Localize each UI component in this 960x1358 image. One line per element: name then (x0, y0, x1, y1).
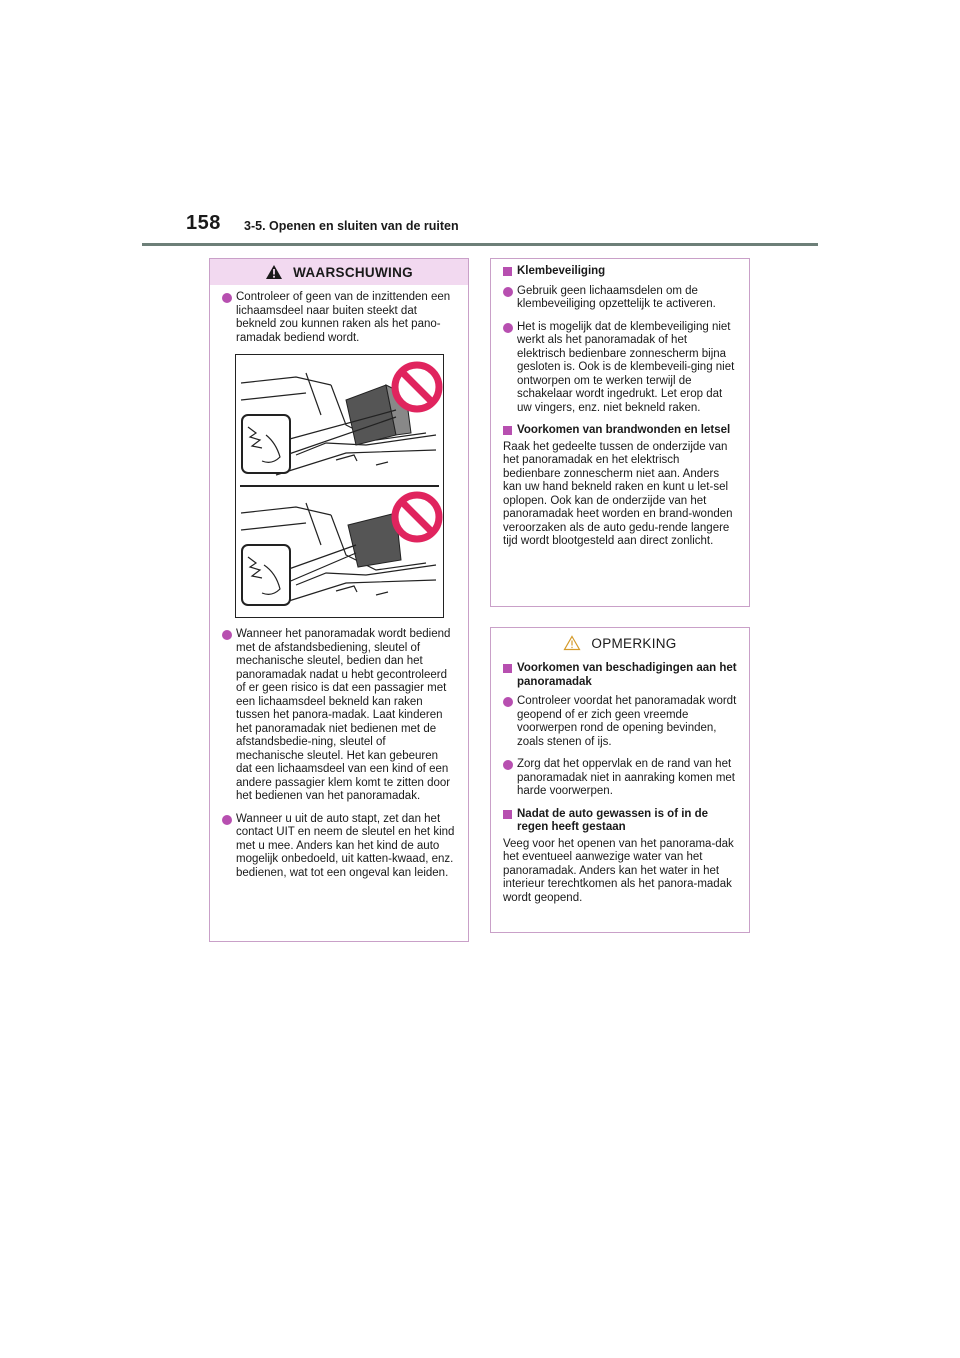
section-heading-item (503, 424, 737, 438)
warning-item (503, 285, 737, 312)
caution-triangle-outline-icon (563, 635, 581, 651)
note-title: OPMERKING (591, 635, 677, 651)
section-heading-item (503, 265, 737, 279)
section-heading-item (503, 808, 737, 835)
warning-item-text: Het is mogelijk dat de klembeveiliging niet werkt als het panoramadak of het elektrisch bedienbare zonnescherm bijna gesloten is. Ook is de klembeveili-ging niet ontworpen om te werken terwijl de schakelaar wordt ingedrukt. Let erop dat uw vingers, enz. niet bekneld raken. (517, 320, 735, 414)
header-rule (142, 243, 818, 246)
bullet-dot (222, 815, 232, 825)
note-item (503, 695, 737, 749)
illustration-panoramic-roof-pinch (235, 354, 444, 618)
note-item (503, 758, 737, 799)
warning-title: WAARSCHUWING (293, 264, 413, 280)
bullet-dot (503, 760, 513, 770)
bullet-square (503, 267, 512, 276)
note-box (490, 627, 750, 933)
warning-item-text: Controleer of geen van de inzittenden een lichaamsdeel naar buiten steekt dat bekneld zou kunnen raken als het pano-ramadak bediend wordt. (236, 291, 451, 344)
section-title: 3-5. Openen en sluiten van de ruiten (244, 219, 459, 233)
warning-continuation-box (490, 258, 750, 607)
warning-item (222, 813, 456, 881)
section-heading: Nadat de auto gewassen is of in de regen heeft gestaan (517, 807, 709, 833)
warning-item-text: Wanneer u uit de auto stapt, zet dan het contact UIT en neem de sleutel en het kind met u mee. Anders kan het kind de auto mogelijk onbedoeld, uit katten-kwaad, enz. bedienen, wat tot een ongeval kan leiden. (236, 812, 455, 879)
bullet-dot (503, 697, 513, 707)
warning-item (222, 628, 456, 804)
warning-item (503, 321, 737, 416)
section-heading: Voorkomen van brandwonden en letsel (517, 424, 731, 436)
section-heading: Klembeveiliging (517, 265, 606, 277)
illustration-drawing (236, 355, 443, 617)
bullet-dot (222, 630, 232, 640)
bullet-square (503, 664, 512, 673)
warning-item-text: Wanneer het panoramadak wordt bediend met de afstandsbediening, sleutel of mechanische sleutel, bedien dan het panoramadak nadat u hebt gecontroleerd of er geen risico is dat een passagier met een lichaamsdeel bekneld kan raken tussen het panora-madak. Laat kinderen het panoramadak niet bedienen met de afstandsbedie-ning, sleutel of mechanische sleutel. Het kan gebeuren dat een lichaamsdeel van een kind of een andere passagier klem komt te zitten door het bedienen van het panoramadak. (236, 628, 451, 802)
section-paragraph: Veeg voor het openen van het panorama-dak het eventueel aanwezige water van het panoramadak. Anders kan het water in het interieur terechtkomen als het panora-madak wordt geopend. (503, 837, 734, 904)
section-paragraph: Raak het gedeelte tussen de onderzijde van het panoramadak en het elektrisch bedienbare zonnescherm niet aan. Anders kan uw hand bekneld raken en kunt u let-sel oplopen. Ook kan de onderzijde van het panoramadak heet worden en brand-wonden veroorzaken als de auto gedu-rende langere tijd wordt blootgesteld aan direct zonlicht. (503, 440, 733, 547)
bullet-dot (503, 323, 513, 333)
warning-item (222, 291, 456, 345)
warning-item-text: Gebruik geen lichaamsdelen om de klembeveiliging opzettelijk te activeren. (517, 284, 716, 310)
note-item-text: Zorg dat het oppervlak en de rand van het panoramadak niet in aanraking komen met harde voorwerpen. (517, 758, 735, 797)
bullet-square (503, 426, 512, 435)
section-heading: Voorkomen van beschadigingen aan het panoramadak (517, 662, 737, 688)
warning-title-bar (210, 259, 468, 285)
bullet-dot (503, 287, 513, 297)
bullet-square (503, 810, 512, 819)
warning-triangle-icon (265, 264, 283, 280)
page-number: 158 (186, 212, 221, 234)
bullet-dot (222, 293, 232, 303)
note-title-bar (491, 628, 749, 658)
warning-box (209, 258, 469, 942)
section-heading-item (503, 662, 737, 689)
note-item-text: Controleer voordat het panoramadak wordt geopend of er zich geen vreemde voorwerpen rond de opening bevinden, zoals stenen of ijs. (517, 695, 737, 748)
page-header (0, 0, 960, 250)
